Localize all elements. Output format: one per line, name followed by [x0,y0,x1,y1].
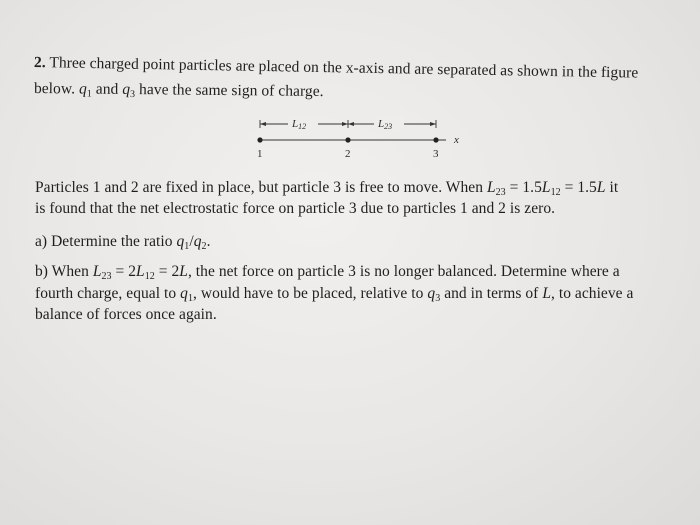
intro-text-1: Three charged point particles are placed on the x-axis and are separated as shown in the figure [49,54,639,82]
arrowhead-right [430,122,436,126]
L23-symbol: L [486,179,496,196]
part-a-q1-sub: 1 [184,241,190,252]
part-b-line2-a: fourth charge, equal to [35,285,177,302]
intro-text-2a: below. [33,80,76,98]
part-b-L: L [179,263,188,280]
part-b-L2: L [542,285,551,302]
q3-subscript: 3 [129,89,136,101]
particle-3-dot [433,137,438,142]
part-b-q3: q [427,285,436,302]
part-b-prefix: b) When [35,263,89,280]
part-a [35,233,211,251]
problem-number: 2. [33,54,46,72]
part-b-eq1: = 2 [111,263,137,280]
intro-text-2b: have the same sign of charge. [139,81,324,101]
para2-line2: is found that the net electrostatic force on particle 3 due to particles 1 and 2 is zero. [35,200,556,217]
part-a-slash: / [189,233,194,250]
L-symbol: L [596,179,606,196]
part-b-L12: L [136,263,145,280]
problem-intro-line1 [34,54,639,83]
part-a-q1: q [176,233,185,250]
L23-subscript: 23 [495,187,506,198]
part-b-line1 [35,263,620,281]
particle-3-label: 3 [433,148,439,160]
part-b-line2-c: and in terms of [444,285,539,302]
part-b-line3: balance of forces once again. [35,306,217,323]
problem-intro-line2 [34,80,324,101]
part-b-L23: L [92,263,102,280]
particle-2-label: 2 [345,148,351,160]
part-a-prefix: a) Determine the ratio [35,233,173,250]
para2-eq-mid: = 1.5 [505,179,542,196]
part-a-q2: q [193,233,202,250]
part-b-line2-b: , would have to be placed, relative to [193,285,424,302]
particle-figure [250,110,480,170]
part-b-L23-sub: 23 [101,271,112,282]
para2-line1 [35,179,618,197]
arrowhead-left [260,122,266,126]
para2-tail: it [605,179,619,196]
particle-1-dot [257,137,262,142]
part-a-q2-sub: 2 [201,241,207,252]
part-b-line1-rest: , the net force on particle 3 is no longer balanced. Determine where a [187,263,620,280]
q3-symbol: q [122,80,131,99]
part-b-q1-sub: 1 [187,293,193,304]
part-b-L12-sub: 12 [144,271,155,282]
L12-symbol: L [541,179,551,196]
part-b-line2-d: , to achieve a [550,285,634,302]
label-L23: L23 [378,118,393,131]
q1-symbol: q [78,80,87,98]
particle-1-label: 1 [257,148,263,160]
q1-subscript: 1 [86,88,92,100]
para2-text-a: Particles 1 and 2 are fixed in place, but particle 3 is free to move. When [35,179,484,196]
part-b-q1: q [180,285,188,302]
intro-text-and: and [95,80,119,98]
para2-eq-end: = 1.5 [560,179,597,196]
x-axis-label: x [454,134,459,146]
arrowhead-mid-right [348,122,354,126]
part-b-eq2: = 2 [154,263,180,280]
part-b-line2 [35,285,633,303]
particle-2-dot [345,137,350,142]
label-L12: L12 [292,118,307,131]
L12-subscript: 12 [550,187,561,198]
part-a-end: . [206,233,211,250]
part-b-q3-sub: 3 [435,293,441,304]
arrowhead-mid-left [342,122,348,126]
